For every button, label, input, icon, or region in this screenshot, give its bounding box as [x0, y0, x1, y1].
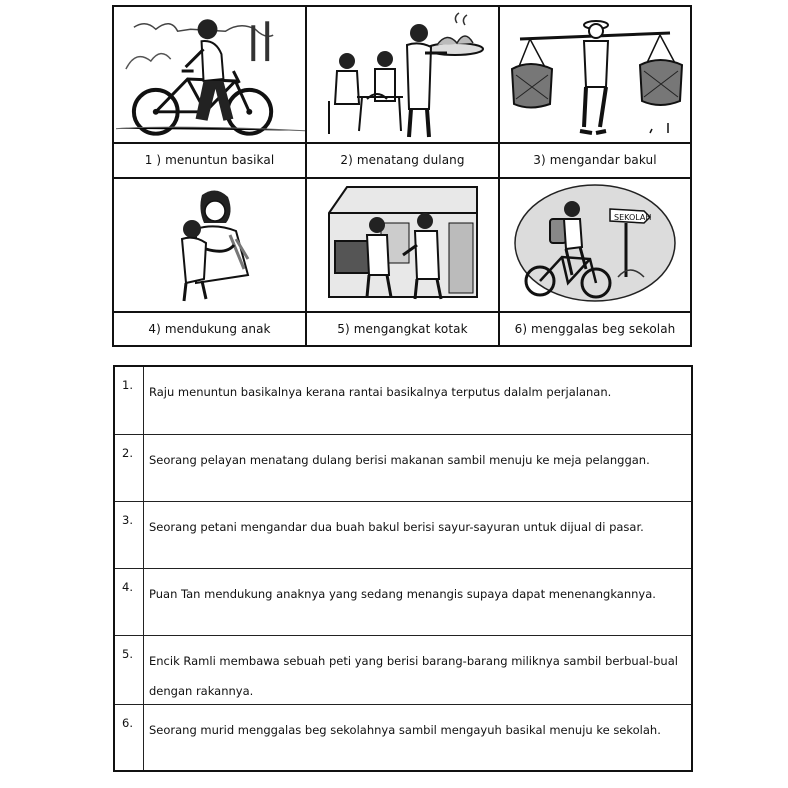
caption-4: 4) mendukung anak [148, 321, 271, 336]
table-row [115, 568, 691, 636]
row-number: 1. [122, 378, 133, 392]
picture-2 [307, 9, 498, 142]
caption-5: 5) mengangkat kotak [337, 321, 468, 336]
sentence-text: Seorang petani mengandar dua buah bakul berisi sayur-sayuran untuk dijual di pasar. [149, 520, 644, 534]
farmer-carrying-baskets-icon [500, 9, 690, 142]
mother-holding-child-icon [116, 179, 305, 311]
picture-4 [116, 179, 305, 311]
boy-walking-bicycle-icon [116, 9, 305, 142]
picture-6 [500, 179, 690, 311]
waiter-carrying-tray-icon [307, 9, 498, 142]
row-number: 4. [122, 580, 133, 594]
picture-grid [112, 5, 692, 347]
row-number: 5. [122, 647, 133, 661]
picture-1 [116, 9, 305, 142]
table-row [115, 367, 691, 434]
table-row [115, 704, 691, 771]
table-row [115, 434, 691, 502]
picture-5 [307, 179, 498, 311]
men-carrying-box-icon [307, 179, 498, 311]
caption-6: 6) menggalas beg sekolah [514, 321, 676, 336]
picture-3 [500, 9, 690, 142]
row-number: 3. [122, 513, 133, 527]
school-sign-label: SEKOLAH [614, 213, 652, 222]
caption-1: 1 ) menuntun basikal [144, 152, 275, 167]
sentence-table [113, 365, 693, 772]
sentence-text: Seorang pelayan menatang dulang berisi makanan sambil menuju ke meja pelanggan. [149, 453, 650, 467]
sentence-text: Raju menuntun basikalnya kerana rantai basikalnya terputus dalalm perjalanan. [149, 385, 612, 399]
table-row [115, 635, 691, 705]
row-number: 6. [122, 716, 133, 730]
caption-3: 3) mengandar bakul [533, 152, 657, 167]
sentence-text: Seorang murid menggalas beg sekolahnya sambil mengayuh basikal menuju ke sekolah. [149, 723, 661, 737]
sentence-text: Puan Tan mendukung anaknya yang sedang menangis supaya dapat menenangkannya. [149, 587, 656, 601]
student-cycling-with-bag-icon [500, 179, 690, 311]
row-number: 2. [122, 446, 133, 460]
table-row [115, 501, 691, 569]
caption-2: 2) menatang dulang [340, 152, 465, 167]
sentence-text: Encik Ramli membawa sebuah peti yang berisi barang-barang miliknya sambil berbual-bual dengan rakannya. [149, 654, 678, 698]
